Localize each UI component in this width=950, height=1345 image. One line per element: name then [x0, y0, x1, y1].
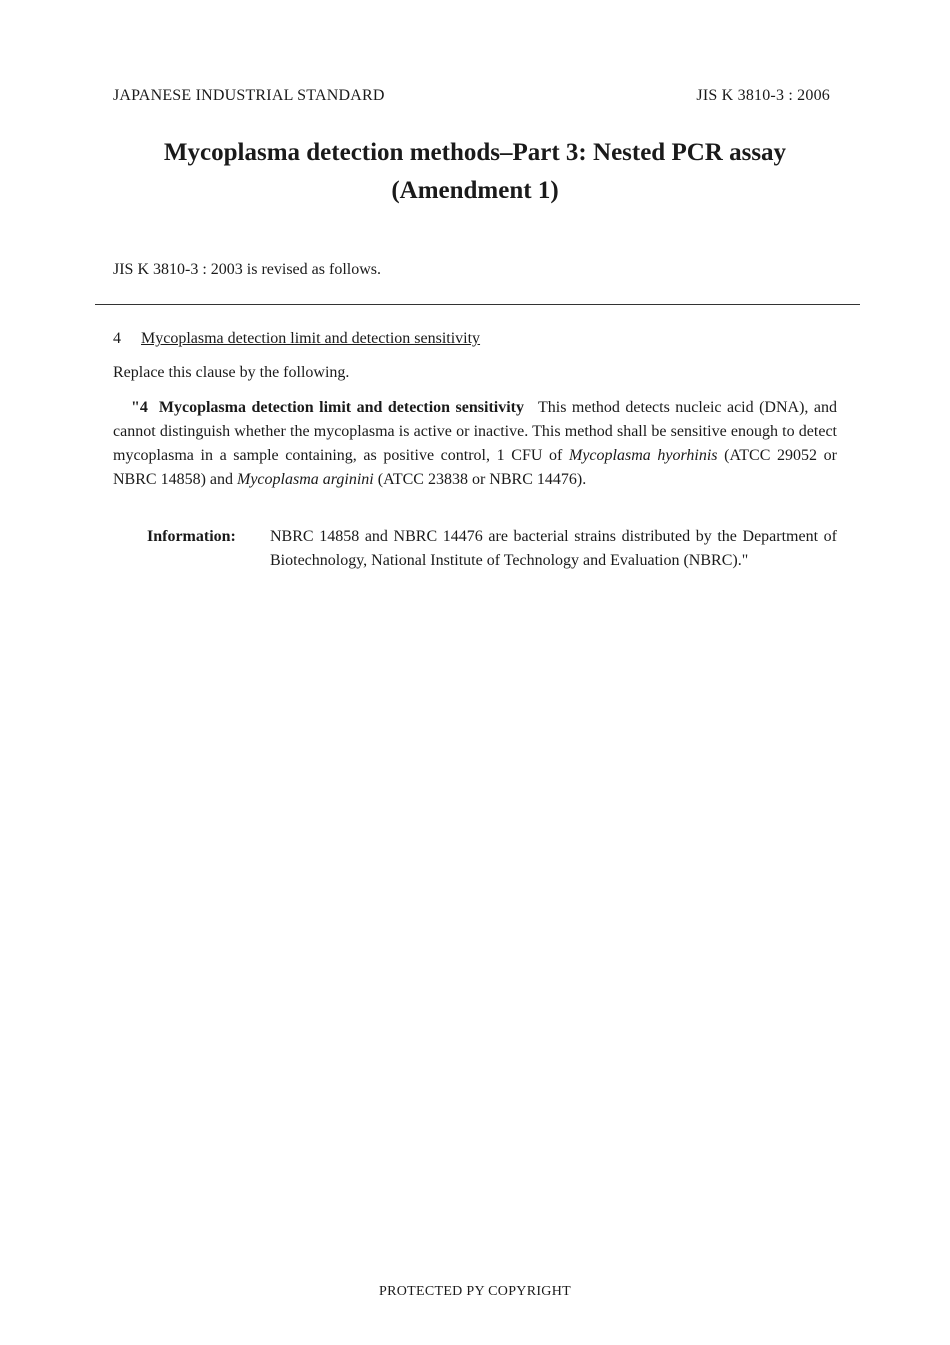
header-standard-number: JIS K 3810-3 : 2006	[696, 87, 830, 104]
document-subtitle: (Amendment 1)	[391, 177, 559, 204]
header-standard-name: JAPANESE INDUSTRIAL STANDARD	[113, 87, 385, 104]
replacement-text-1: This method detects nucleic acid (DNA), and cannot distinguish whether the mycoplasma is active or inactive. This method shall be sensitive enough to detect mycoplasma in a sample containing, as positive control, 1 CFU of	[113, 399, 838, 464]
replacement-paragraph	[113, 396, 837, 492]
copyright-footer: PROTECTED PY COPYRIGHT	[379, 1284, 571, 1299]
replacement-text-3: (ATCC 23838 or NBRC 14476).	[373, 471, 587, 488]
revision-note: JIS K 3810-3 : 2003 is revised as follows.	[113, 261, 381, 278]
replacement-heading-text: Mycoplasma detection limit and detection sensitivity	[158, 399, 524, 416]
replacement-text-2: (ATCC 29052 or NBRC 14858) and	[113, 447, 837, 488]
information-note	[147, 525, 837, 573]
clause-number: 4	[113, 330, 121, 347]
replacement-heading	[131, 399, 524, 416]
horizontal-divider	[95, 304, 860, 305]
species-name-2: Mycoplasma arginini	[237, 471, 374, 488]
information-label: Information:	[147, 528, 236, 545]
replacement-quote-number: "4	[131, 399, 148, 416]
document-title: Mycoplasma detection methods–Part 3: Nested PCR assay	[163, 139, 787, 166]
clause-heading	[113, 330, 480, 348]
information-text: NBRC 14858 and NBRC 14476 are bacterial strains distributed by the Department of Biotechnology, National Institute of Technology and Evaluation (NBRC)."	[270, 528, 837, 569]
clause-instruction: Replace this clause by the following.	[113, 364, 350, 381]
clause-title: Mycoplasma detection limit and detection sensitivity	[141, 330, 481, 347]
species-name-1: Mycoplasma hyorhinis	[568, 447, 718, 464]
